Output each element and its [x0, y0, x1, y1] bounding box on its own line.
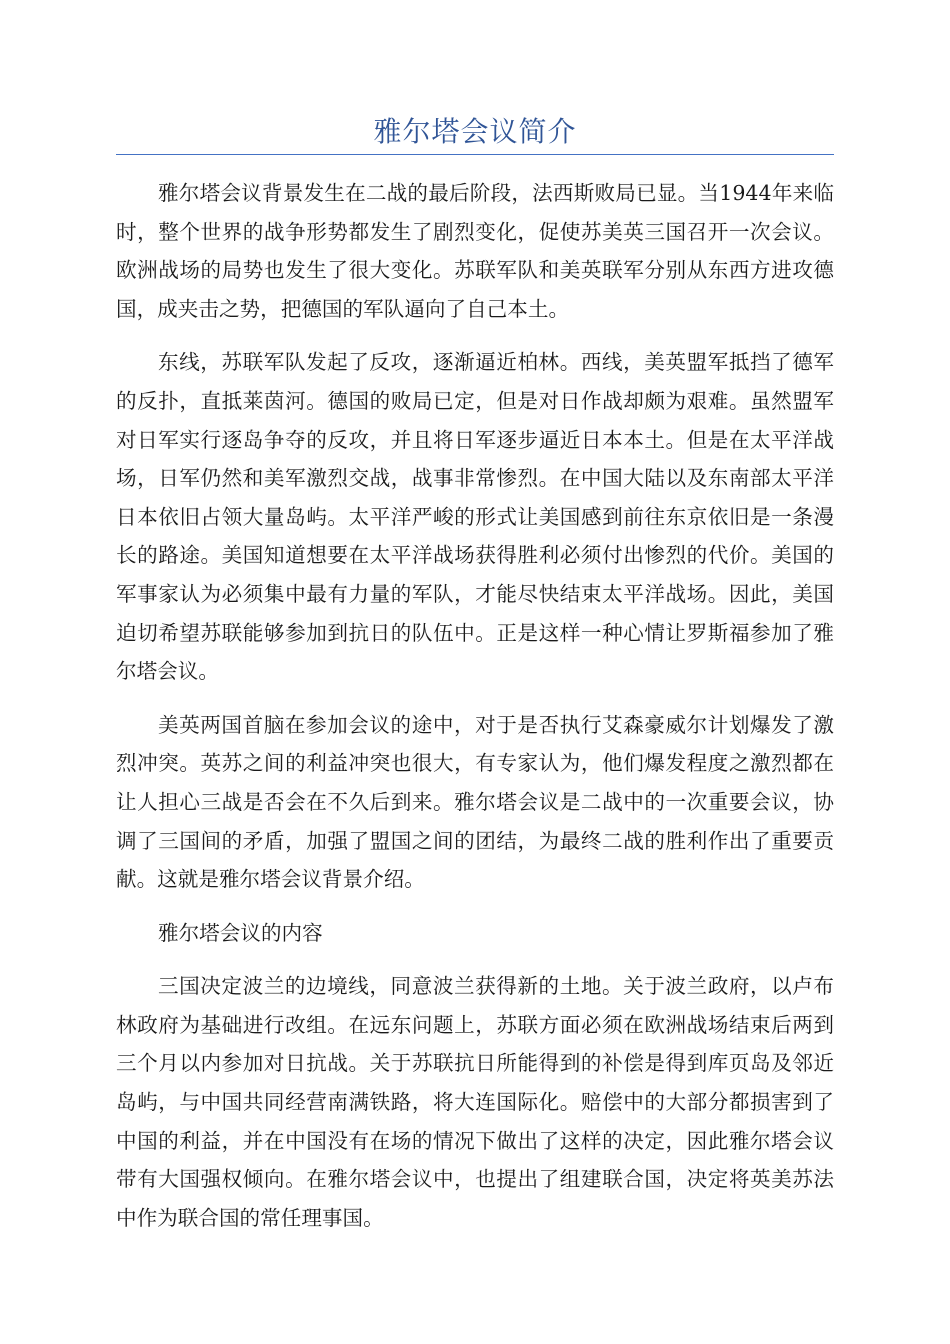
title-underline	[116, 154, 834, 155]
paragraph-war-situation: 东线，苏联军队发起了反攻，逐渐逼近柏林。西线，美英盟军抵挡了德军的反扑，直抵莱茵河。德国的败局已定，但是对日作战却颇为艰难。虽然盟军对日军实行逐岛争夺的反攻，并且将日军逐步逼近日本本土。但是在太平洋战场，日军仍然和美军激烈交战，战事非常惨烈。在中国大陆以及东南部太平洋日本依旧占领大量岛屿。太平洋严峻的形式让美国感到前往东京依旧是一条漫长的路途。美国知道想要在太平洋战场获得胜利必须付出惨烈的代价。美国的军事家认为必须集中最有力量的军队，才能尽快结束太平洋战场。因此，美国迫切希望苏联能够参加到抗日的队伍中。正是这样一种心情让罗斯福参加了雅尔塔会议。	[116, 350, 834, 684]
document-title: 雅尔塔会议简介	[373, 115, 577, 148]
document-body	[116, 174, 834, 1252]
paragraph-background: 雅尔塔会议背景发生在二战的最后阶段，法西斯败局已显。当1944年来临时，整个世界的战争形势都发生了剧烈变化，促使苏美英三国召开一次会议。欧洲战场的局势也发生了很大变化。苏联军队和美英联军分别从东西方进攻德国，成夹击之势，把德国的军队逼向了自己本土。	[116, 181, 834, 321]
paragraph-conflicts: 美英两国首脑在参加会议的途中，对于是否执行艾森豪威尔计划爆发了激烈冲突。英苏之间的利益冲突也很大，有专家认为，他们爆发程度之激烈都在让人担心三战是否会在不久后到来。雅尔塔会议是二战中的一次重要会议，协调了三国间的矛盾，加强了盟国之间的团结，为最终二战的胜利作出了重要贡献。这就是雅尔塔会议背景介绍。	[116, 712, 834, 892]
paragraph-content: 三国决定波兰的边境线，同意波兰获得新的土地。关于波兰政府，以卢布林政府为基础进行改组。在远东问题上，苏联方面必须在欧洲战场结束后两到三个月以内参加对日抗战。关于苏联抗日所能得到的补偿是得到库页岛及邻近岛屿，与中国共同经营南满铁路，将大连国际化。赔偿中的大部分都损害到了中国的利益，并在中国没有在场的情况下做出了这样的决定，因此雅尔塔会议带有大国强权倾向。在雅尔塔会议中，也提出了组建联合国，决定将英美苏法中作为联合国的常任理事国。	[116, 974, 834, 1230]
section-heading-content: 雅尔塔会议的内容	[158, 920, 323, 945]
